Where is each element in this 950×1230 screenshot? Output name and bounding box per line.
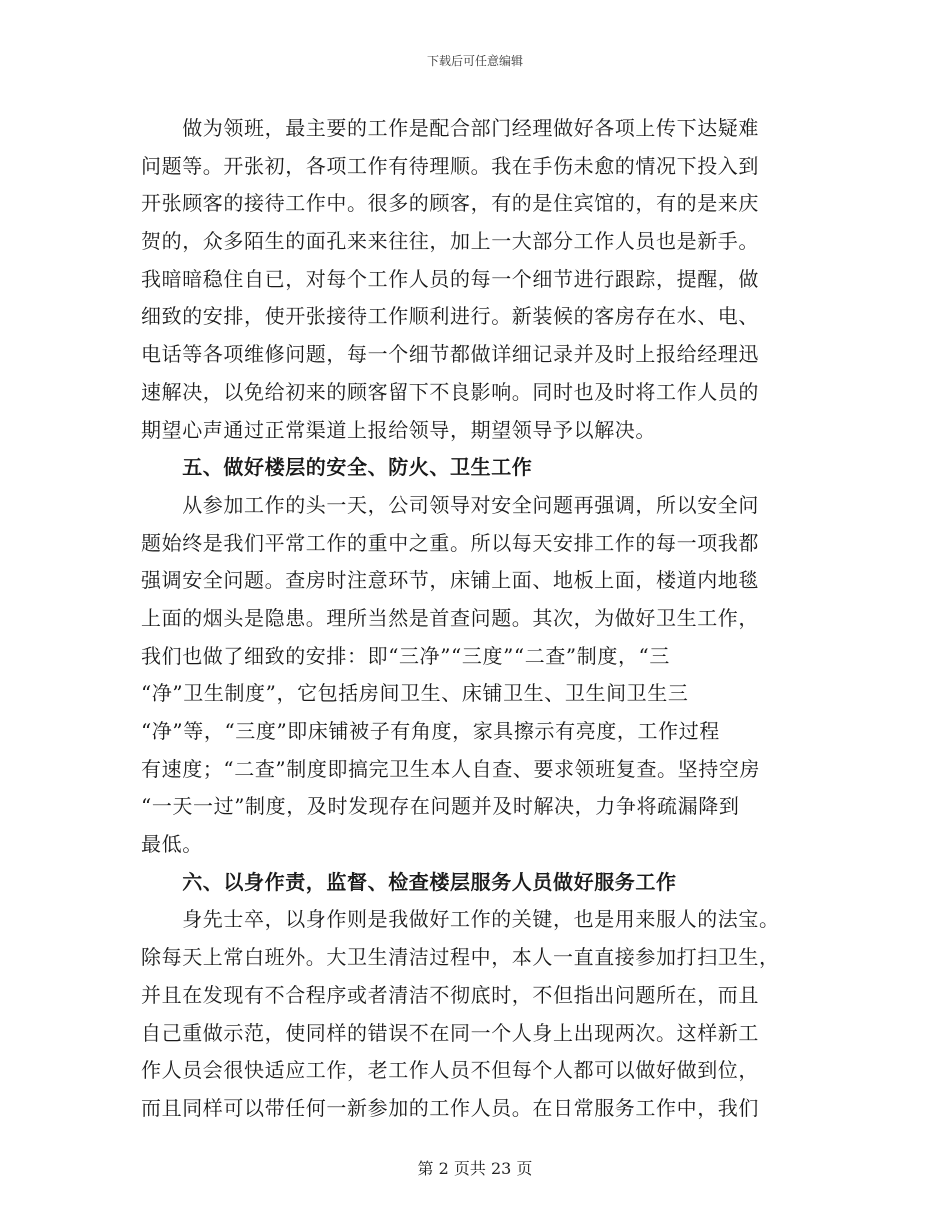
page-footer: 第 2 页共 23 页 — [417, 1159, 533, 1178]
section-heading: 六、以身作责，监督、检查楼层服务人员做好服务工作 — [141, 869, 677, 894]
body-text-line: 上面的烟头是隐患。理所当然是首查问题。其次，为做好卫生工作， — [141, 605, 759, 630]
body-text-line: “净”等，“三度”即床铺被子有角度，家具擦示有亮度，工作过程 — [141, 719, 720, 743]
body-text-line: 而且同样可以带任何一新参加的工作人员。在日常服务工作中，我们 — [141, 1095, 759, 1120]
body-text-line: 期望心声通过正常渠道上报给领导，期望领导予以解决。 — [141, 417, 656, 442]
body-text-line: 强调安全问题。查房时注意环节，床铺上面、地板上面，楼道内地毯 — [141, 568, 759, 593]
section-heading: 五、做好楼层的安全、防火、卫生工作 — [141, 455, 533, 480]
body-text-line: 贺的，众多陌生的面孔来来往往，加上一大部分工作人员也是新手。 — [141, 229, 759, 254]
body-text-line: 速解决，以免给初来的顾客留下不良影响。同时也及时将工作人员的 — [141, 379, 759, 404]
body-text-line: 开张顾客的接待工作中。很多的顾客，有的是住宾馆的，有的是来庆 — [141, 191, 759, 216]
body-text-line: 电话等各项维修问题，每一个细节都做详细记录并及时上报给经理迅 — [141, 342, 759, 367]
page-header: 下载后可任意编辑 — [426, 54, 523, 68]
body-text-line: 从参加工作的头一天，公司领导对安全问题再强调，所以安全问 — [141, 492, 759, 517]
body-text-line: 做为领班，最主要的工作是配合部门经理做好各项上传下达疑难 — [141, 116, 759, 140]
body-text-line: 我们也做了细致的安排：即“三净”“三度”“二查”制度，“三 — [141, 643, 670, 668]
body-text-line: 有速度；“二查”制度即搞完卫生本人自查、要求领班复查。坚持空房 — [141, 756, 761, 781]
body-text-line: 最低。 — [141, 832, 203, 857]
body-text-line: 作人员会很快适应工作，老工作人员不但每个人都可以做好做到位， — [141, 1058, 759, 1083]
body-text-line: “一天一过”制度，及时发现存在问题并及时解决，力争将疏漏降到 — [141, 794, 740, 819]
body-text-line: 题始终是我们平常工作的重中之重。所以每天安排工作的每一项我都 — [141, 530, 759, 555]
body-text-line: 自己重做示范，使同样的错误不在同一个人身上出现两次。这样新工 — [141, 1020, 759, 1045]
document-body — [141, 110, 811, 1128]
body-text-line: 身先士卒，以身作则是我做好工作的关键，也是用来服人的法宝。 — [141, 907, 780, 932]
body-text-line: 细致的安排，使开张接待工作顺利进行。新装候的客房存在水、电、 — [141, 304, 759, 329]
body-text-line: 我暗暗稳住自已，对每个工作人员的每一个细节进行跟踪，提醒，做 — [141, 266, 759, 291]
body-text-line: 并且在发现有不合程序或者清洁不彻底时，不但指出问题所在，而且 — [141, 982, 759, 1007]
body-text-line: “净”卫生制度”，它包括房间卫生、床铺卫生、卫生间卫生三 — [141, 681, 689, 706]
body-text-line: 问题等。开张初，各项工作有待理顺。我在手伤未愈的情况下投入到 — [141, 153, 759, 178]
body-text-line: 除每天上常白班外。大卫生清洁过程中，本人一直直接参加打扫卫生， — [141, 945, 780, 970]
